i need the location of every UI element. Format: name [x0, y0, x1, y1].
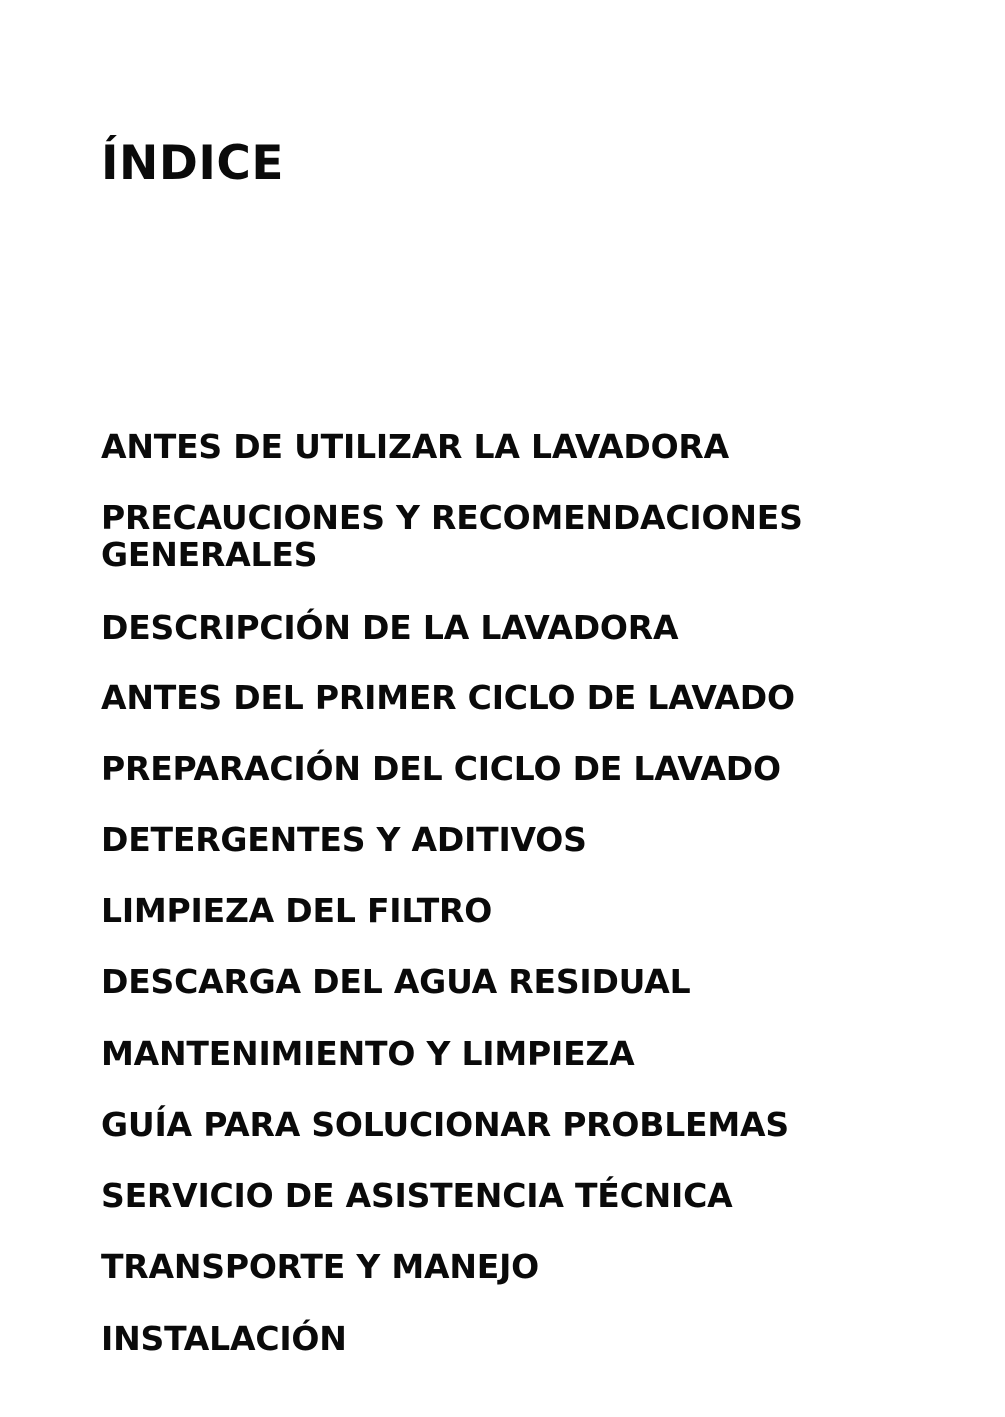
toc-item-precauciones: PRECAUCIONES Y RECOMENDACIONES GENERALES [101, 498, 803, 574]
toc-item-detergentes: DETERGENTES Y ADITIVOS [101, 820, 587, 859]
toc-item-guia-problemas: GUÍA PARA SOLUCIONAR PROBLEMAS [101, 1105, 789, 1144]
toc-item-antes-del-primer-ciclo: ANTES DEL PRIMER CICLO DE LAVADO [101, 678, 795, 717]
page-title: ÍNDICE [101, 136, 284, 191]
toc-item-transporte: TRANSPORTE Y MANEJO [101, 1247, 540, 1286]
toc-item-mantenimiento: MANTENIMIENTO Y LIMPIEZA [101, 1034, 635, 1073]
toc-item-descarga-agua: DESCARGA DEL AGUA RESIDUAL [101, 962, 691, 1001]
toc-item-servicio-asistencia: SERVICIO DE ASISTENCIA TÉCNICA [101, 1176, 733, 1215]
toc-item-descripcion: DESCRIPCIÓN DE LA LAVADORA [101, 608, 679, 647]
toc-item-preparacion: PREPARACIÓN DEL CICLO DE LAVADO [101, 749, 781, 788]
toc-item-antes-de-utilizar: ANTES DE UTILIZAR LA LAVADORA [101, 427, 729, 466]
toc-item-instalacion: INSTALACIÓN [101, 1319, 347, 1358]
toc-item-limpieza-filtro: LIMPIEZA DEL FILTRO [101, 891, 493, 930]
